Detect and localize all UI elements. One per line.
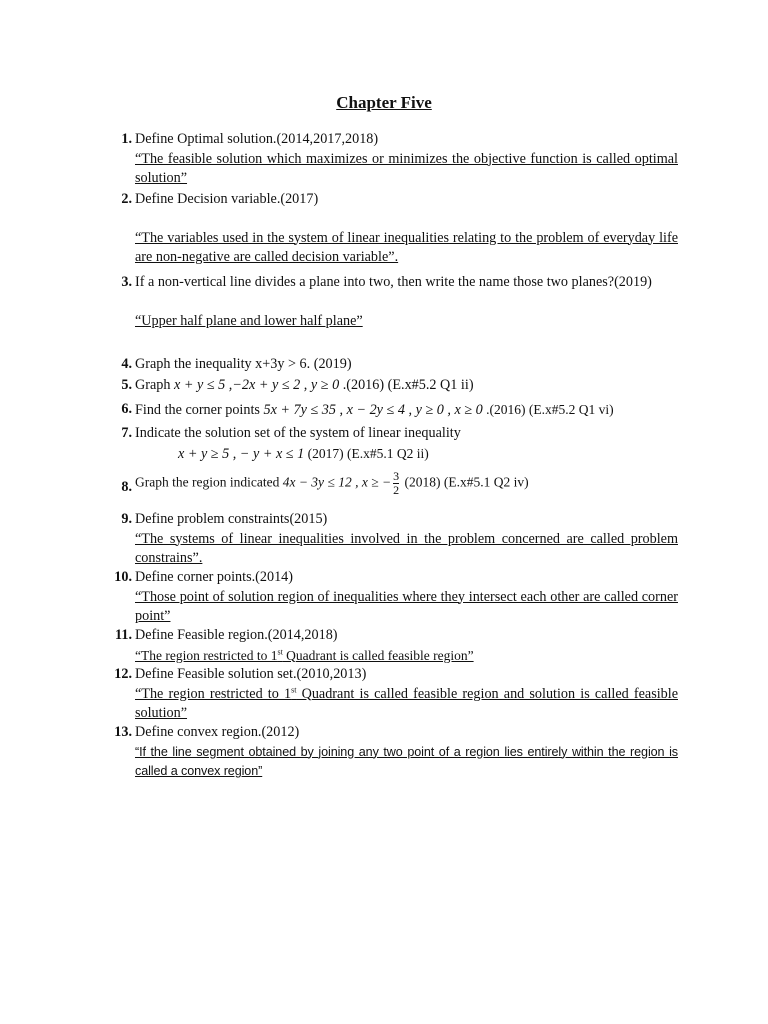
item-number: 12. — [114, 666, 132, 682]
answer-text: “The systems of linear inequalities involved in the problem concerned are called problem constrains”. — [135, 530, 678, 566]
math-expression: 4x − 3y ≤ 12 , x ≥ − — [282, 474, 392, 490]
question-prefix: Find the corner points — [135, 402, 264, 418]
list-item — [108, 355, 678, 375]
question-text: Define Decision variable.(2017) — [135, 191, 319, 207]
answer-text: “Those point of solution region of inequalities where they intersect each other are called corner point” — [135, 588, 678, 624]
item-number: 8. — [121, 479, 132, 495]
question-text: Define Feasible solution set.(2010,2013) — [135, 666, 367, 682]
item-number: 3. — [121, 274, 132, 290]
question-suffix: .(2016) (E.x#5.2 Q1 vi) — [482, 402, 614, 417]
fraction — [393, 470, 399, 497]
fraction-denominator: 2 — [393, 483, 400, 497]
item-number: 1. — [121, 131, 132, 147]
answer-text — [135, 646, 678, 666]
answer-text: “The variables used in the system of linear inequalities relating to the problem of everyday life are non-negative are called decision variable”. — [135, 229, 678, 265]
list-item — [108, 376, 678, 396]
math-expression: x + y ≥ 5 , − y + x ≤ 1 — [178, 445, 305, 462]
math-expression: x + y ≤ 5 ,−2x + y ≤ 2 , y ≥ 0 — [174, 377, 340, 393]
question-text: Define corner points.(2014) — [135, 569, 293, 585]
question-text: Define Feasible region.(2014,2018) — [135, 627, 338, 643]
question-prefix: Graph — [135, 377, 175, 393]
list-item — [108, 510, 678, 569]
question-text: If a non-vertical line divides a plane into two, then write the name those two planes?(2019) — [135, 274, 652, 290]
list-item — [108, 424, 678, 464]
item-number: 5. — [121, 377, 132, 393]
answer-prefix: “The region restricted to 1 — [135, 685, 292, 702]
list-item — [108, 665, 678, 724]
answer-text: “If the line segment obtained by joining any two point of a region lies entirely within the region is called a convex region” — [135, 744, 678, 778]
item-number: 7. — [121, 425, 132, 441]
superscript: st — [277, 647, 283, 656]
superscript: st — [291, 684, 297, 694]
question-suffix: (2017) (E.x#5.1 Q2 ii) — [304, 445, 429, 461]
list-item — [108, 273, 678, 331]
list-item — [108, 568, 678, 627]
question-suffix: .(2016) (E.x#5.2 Q1 ii) — [339, 377, 474, 393]
question-text — [135, 470, 678, 497]
question-text: Indicate the solution set of the system of linear inequality — [135, 425, 461, 441]
page-title: Chapter Five — [336, 93, 432, 112]
item-number: 10. — [114, 569, 132, 585]
math-expression: 5x + 7y ≤ 35 , x − 2y ≤ 4 , y ≥ 0 , x ≥ 0 — [263, 402, 483, 418]
list-item — [108, 190, 678, 268]
question-text — [135, 400, 678, 421]
question-text: Graph the inequality x+3y > 6. (2019) — [135, 356, 352, 372]
question-text: Define problem constraints(2015) — [135, 511, 328, 527]
list-item — [108, 723, 678, 782]
item-number: 4. — [121, 356, 132, 372]
answer-suffix: Quadrant is called feasible region and solution is called feasible solution” — [135, 685, 678, 721]
question-text: Define convex region.(2012) — [135, 724, 300, 740]
list-item — [108, 470, 678, 497]
item-number: 11. — [115, 627, 132, 643]
item-number: 13. — [114, 724, 132, 740]
answer-prefix: “The region restricted to 1 — [135, 647, 278, 663]
item-number: 9. — [121, 511, 132, 527]
item-number: 2. — [121, 191, 132, 207]
question-prefix: Graph the region indicated — [135, 474, 283, 490]
fraction-numerator: 3 — [393, 469, 400, 483]
list-item — [108, 130, 678, 189]
answer-text — [135, 685, 678, 724]
question-math-line — [135, 444, 678, 465]
answer-text: “The feasible solution which maximizes or minimizes the objective function is called optimal solution” — [135, 150, 678, 186]
question-text: Define Optimal solution.(2014,2017,2018) — [135, 131, 379, 147]
answer-text: “Upper half plane and lower half plane” — [135, 312, 363, 329]
question-text — [135, 376, 678, 396]
item-number: 6. — [121, 401, 132, 417]
question-suffix: (2018) (E.x#5.1 Q2 iv) — [401, 474, 529, 490]
answer-suffix: Quadrant is called feasible region” — [282, 647, 474, 663]
list-item — [108, 400, 678, 421]
list-item — [108, 626, 678, 665]
